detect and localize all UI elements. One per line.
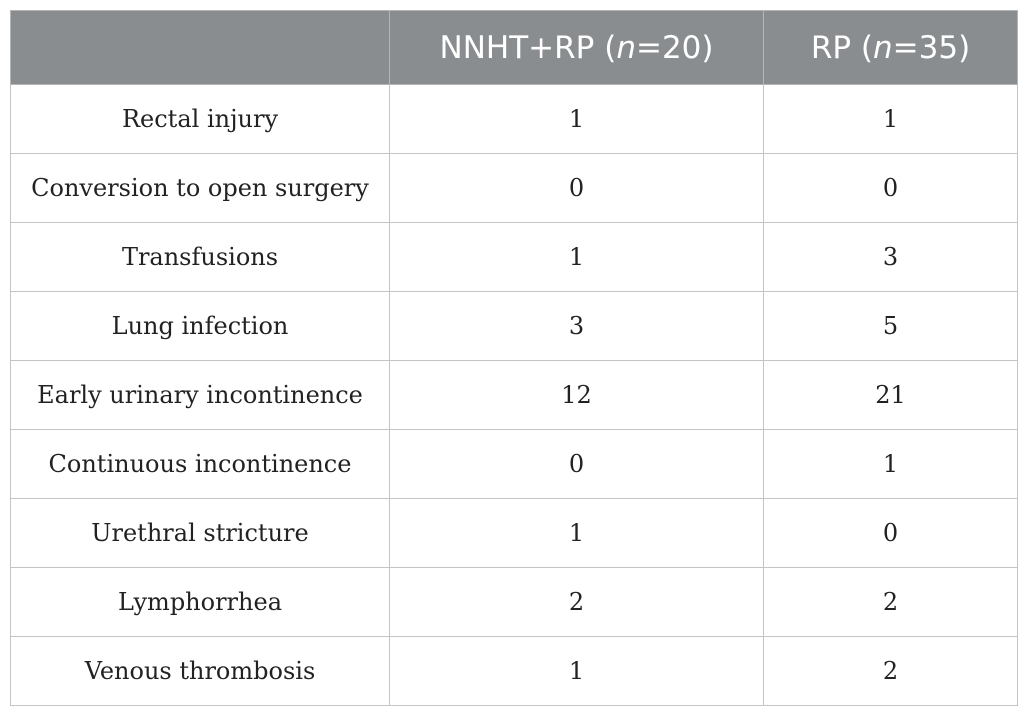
table-row xyxy=(11,154,1018,223)
row-label: Venous thrombosis xyxy=(11,637,390,706)
header-rp xyxy=(764,11,1018,85)
row-label: Continuous incontinence xyxy=(11,430,390,499)
header-empty-cell xyxy=(11,11,390,85)
row-label: Early urinary incontinence xyxy=(11,361,390,430)
row-label: Rectal injury xyxy=(11,85,390,154)
nnht-rp-value: 1 xyxy=(390,85,764,154)
header-rp-prefix: RP ( xyxy=(810,29,873,66)
complications-table-container xyxy=(10,10,1017,706)
nnht-rp-value: 1 xyxy=(390,499,764,568)
rp-value: 1 xyxy=(764,85,1018,154)
table-body xyxy=(11,85,1018,706)
table-row xyxy=(11,499,1018,568)
nnht-rp-value: 1 xyxy=(390,637,764,706)
header-rp-n: n xyxy=(873,29,893,66)
table-row xyxy=(11,292,1018,361)
rp-value: 21 xyxy=(764,361,1018,430)
rp-value: 0 xyxy=(764,154,1018,223)
rp-value: 1 xyxy=(764,430,1018,499)
nnht-rp-value: 0 xyxy=(390,154,764,223)
table-row xyxy=(11,223,1018,292)
header-nnht-rp xyxy=(390,11,764,85)
nnht-rp-value: 0 xyxy=(390,430,764,499)
row-label: Transfusions xyxy=(11,223,390,292)
rp-value: 2 xyxy=(764,568,1018,637)
rp-value: 0 xyxy=(764,499,1018,568)
table-row xyxy=(11,361,1018,430)
row-label: Lymphorrhea xyxy=(11,568,390,637)
nnht-rp-value: 1 xyxy=(390,223,764,292)
nnht-rp-value: 2 xyxy=(390,568,764,637)
nnht-rp-value: 3 xyxy=(390,292,764,361)
header-rp-suffix: =35) xyxy=(892,29,971,66)
rp-value: 2 xyxy=(764,637,1018,706)
row-label: Conversion to open surgery xyxy=(11,154,390,223)
row-label: Lung infection xyxy=(11,292,390,361)
complications-table xyxy=(10,10,1018,706)
header-nnht-rp-suffix: =20) xyxy=(635,29,714,66)
table-row xyxy=(11,637,1018,706)
rp-value: 5 xyxy=(764,292,1018,361)
nnht-rp-value: 12 xyxy=(390,361,764,430)
header-nnht-rp-prefix: NNHT+RP ( xyxy=(439,29,617,66)
header-nnht-rp-n: n xyxy=(616,29,636,66)
table-row xyxy=(11,85,1018,154)
header-row xyxy=(11,11,1018,85)
table-header xyxy=(11,11,1018,85)
table-row xyxy=(11,568,1018,637)
row-label: Urethral stricture xyxy=(11,499,390,568)
rp-value: 3 xyxy=(764,223,1018,292)
table-row xyxy=(11,430,1018,499)
